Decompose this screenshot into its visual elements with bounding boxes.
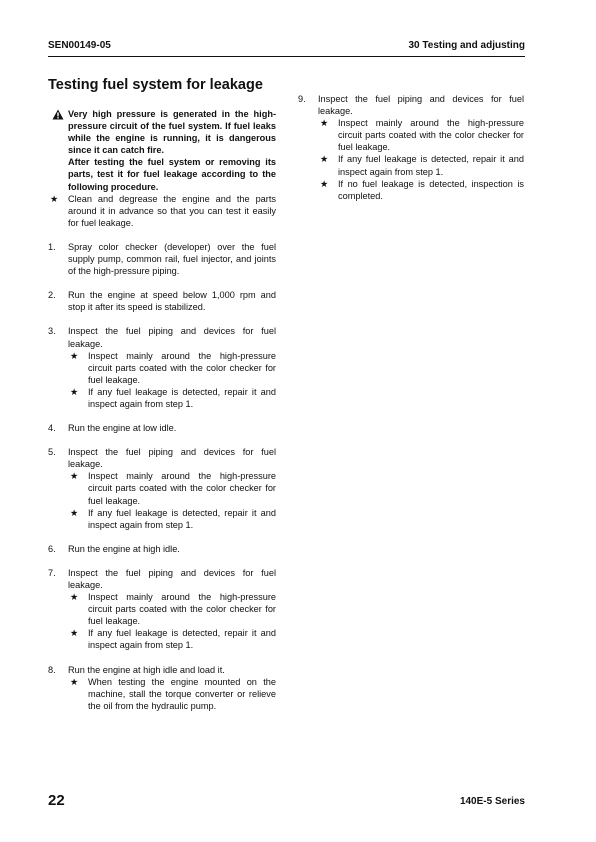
- step-note: [318, 153, 524, 177]
- procedure-step: [48, 664, 276, 712]
- procedure-step: [48, 422, 276, 434]
- step-number: 8.: [48, 664, 56, 675]
- page-number: 22: [48, 792, 65, 809]
- step-number: 9.: [298, 94, 306, 104]
- step-text: Inspect the fuel piping and devices for fuel leakage.: [68, 447, 276, 470]
- step-text: Run the engine at speed below 1,000 rpm and stop it after its speed is stabilized.: [68, 290, 276, 313]
- procedure-step: [48, 241, 276, 277]
- warning-triangle-icon: [52, 109, 64, 120]
- step-number: 3.: [48, 326, 56, 337]
- step-note: [318, 178, 524, 202]
- intro-note-text: Clean and degrease the engine and the parts around it in advance so that you can test it easily for fuel leakage.: [68, 193, 276, 228]
- step-number: 4.: [48, 423, 56, 434]
- step-note-text: If no fuel leakage is detected, inspection is completed.: [338, 178, 524, 201]
- left-column: [48, 108, 276, 712]
- procedure-step: [48, 446, 276, 531]
- step-note: [318, 117, 524, 153]
- star-icon: ★: [50, 193, 59, 204]
- step-note: [68, 591, 276, 627]
- step-note-text: Inspect mainly around the high-pressure circuit parts coated with the color checker for fuel leakage.: [88, 592, 276, 627]
- star-icon: ★: [70, 592, 79, 603]
- step-note: [68, 676, 276, 712]
- step-note: [68, 386, 276, 410]
- right-column: [298, 93, 524, 202]
- star-icon: ★: [70, 350, 79, 361]
- star-icon: ★: [70, 471, 79, 482]
- warning-text: Very high pressure is generated in the high-pressure circuit of the fuel system. If fuel leaks while the engine is running, it is dangerous since it can catch fire.: [68, 109, 276, 156]
- procedure-steps: [48, 241, 276, 712]
- warning-block: [48, 108, 276, 193]
- step-text: Run the engine at high idle.: [68, 543, 180, 554]
- step-number: 6.: [48, 543, 56, 554]
- step-number: 1.: [48, 241, 56, 252]
- step-note-text: When testing the engine mounted on the machine, stall the torque converter or relieve the oil from the hydraulic pump.: [88, 676, 276, 711]
- star-icon: ★: [70, 676, 79, 687]
- page-header: [48, 38, 525, 57]
- step-text: Inspect the fuel piping and devices for fuel leakage.: [318, 94, 524, 117]
- page-title: Testing fuel system for leakage: [48, 77, 263, 93]
- procedure-step: [48, 325, 276, 410]
- step-note-text: Inspect mainly around the high-pressure circuit parts coated with the color checker for fuel leakage.: [88, 471, 276, 506]
- step-note-text: If any fuel leakage is detected, repair it and inspect again from step 1.: [88, 628, 276, 651]
- step-note-text: Inspect mainly around the high-pressure circuit parts coated with the color checker for fuel leakage.: [338, 118, 524, 153]
- step-text: Spray color checker (developer) over the fuel supply pump, common rail, fuel injector, and joints of the high-pressure piping.: [68, 241, 276, 277]
- procedure-step: [298, 93, 524, 202]
- warning-instruction: After testing the fuel system or removing its parts, test it for fuel leakage according to the following procedure.: [68, 157, 276, 192]
- step-note-text: If any fuel leakage is detected, repair it and inspect again from step 1.: [88, 507, 276, 530]
- star-icon: ★: [320, 178, 329, 189]
- procedure-step: [48, 543, 276, 555]
- doc-code: SEN00149-05: [48, 40, 111, 51]
- step-note-text: If any fuel leakage is detected, repair it and inspect again from step 1.: [338, 154, 524, 177]
- step-text: Run the engine at low idle.: [68, 423, 177, 434]
- section-title: 30 Testing and adjusting: [408, 40, 525, 51]
- step-note: [68, 350, 276, 386]
- step-text: Run the engine at high idle and load it.: [68, 664, 225, 675]
- step-number: 2.: [48, 290, 56, 301]
- procedure-step: [48, 289, 276, 313]
- procedure-step: [48, 567, 276, 652]
- step-note-text: If any fuel leakage is detected, repair it and inspect again from step 1.: [88, 386, 276, 409]
- star-icon: ★: [70, 386, 79, 397]
- star-icon: ★: [320, 118, 329, 129]
- star-icon: ★: [70, 507, 79, 518]
- step-note-text: Inspect mainly around the high-pressure circuit parts coated with the color checker for fuel leakage.: [88, 350, 276, 385]
- star-icon: ★: [70, 628, 79, 639]
- procedure-steps-continued: [298, 93, 524, 202]
- intro-note: [48, 193, 276, 229]
- step-text: Inspect the fuel piping and devices for fuel leakage.: [68, 567, 276, 590]
- step-note: [68, 507, 276, 531]
- step-note: [68, 470, 276, 506]
- step-number: 7.: [48, 567, 56, 578]
- step-note: [68, 627, 276, 651]
- model-series: 140E-5 Series: [459, 796, 525, 807]
- star-icon: ★: [320, 154, 329, 165]
- step-text: Inspect the fuel piping and devices for fuel leakage.: [68, 326, 276, 349]
- step-number: 5.: [48, 447, 56, 458]
